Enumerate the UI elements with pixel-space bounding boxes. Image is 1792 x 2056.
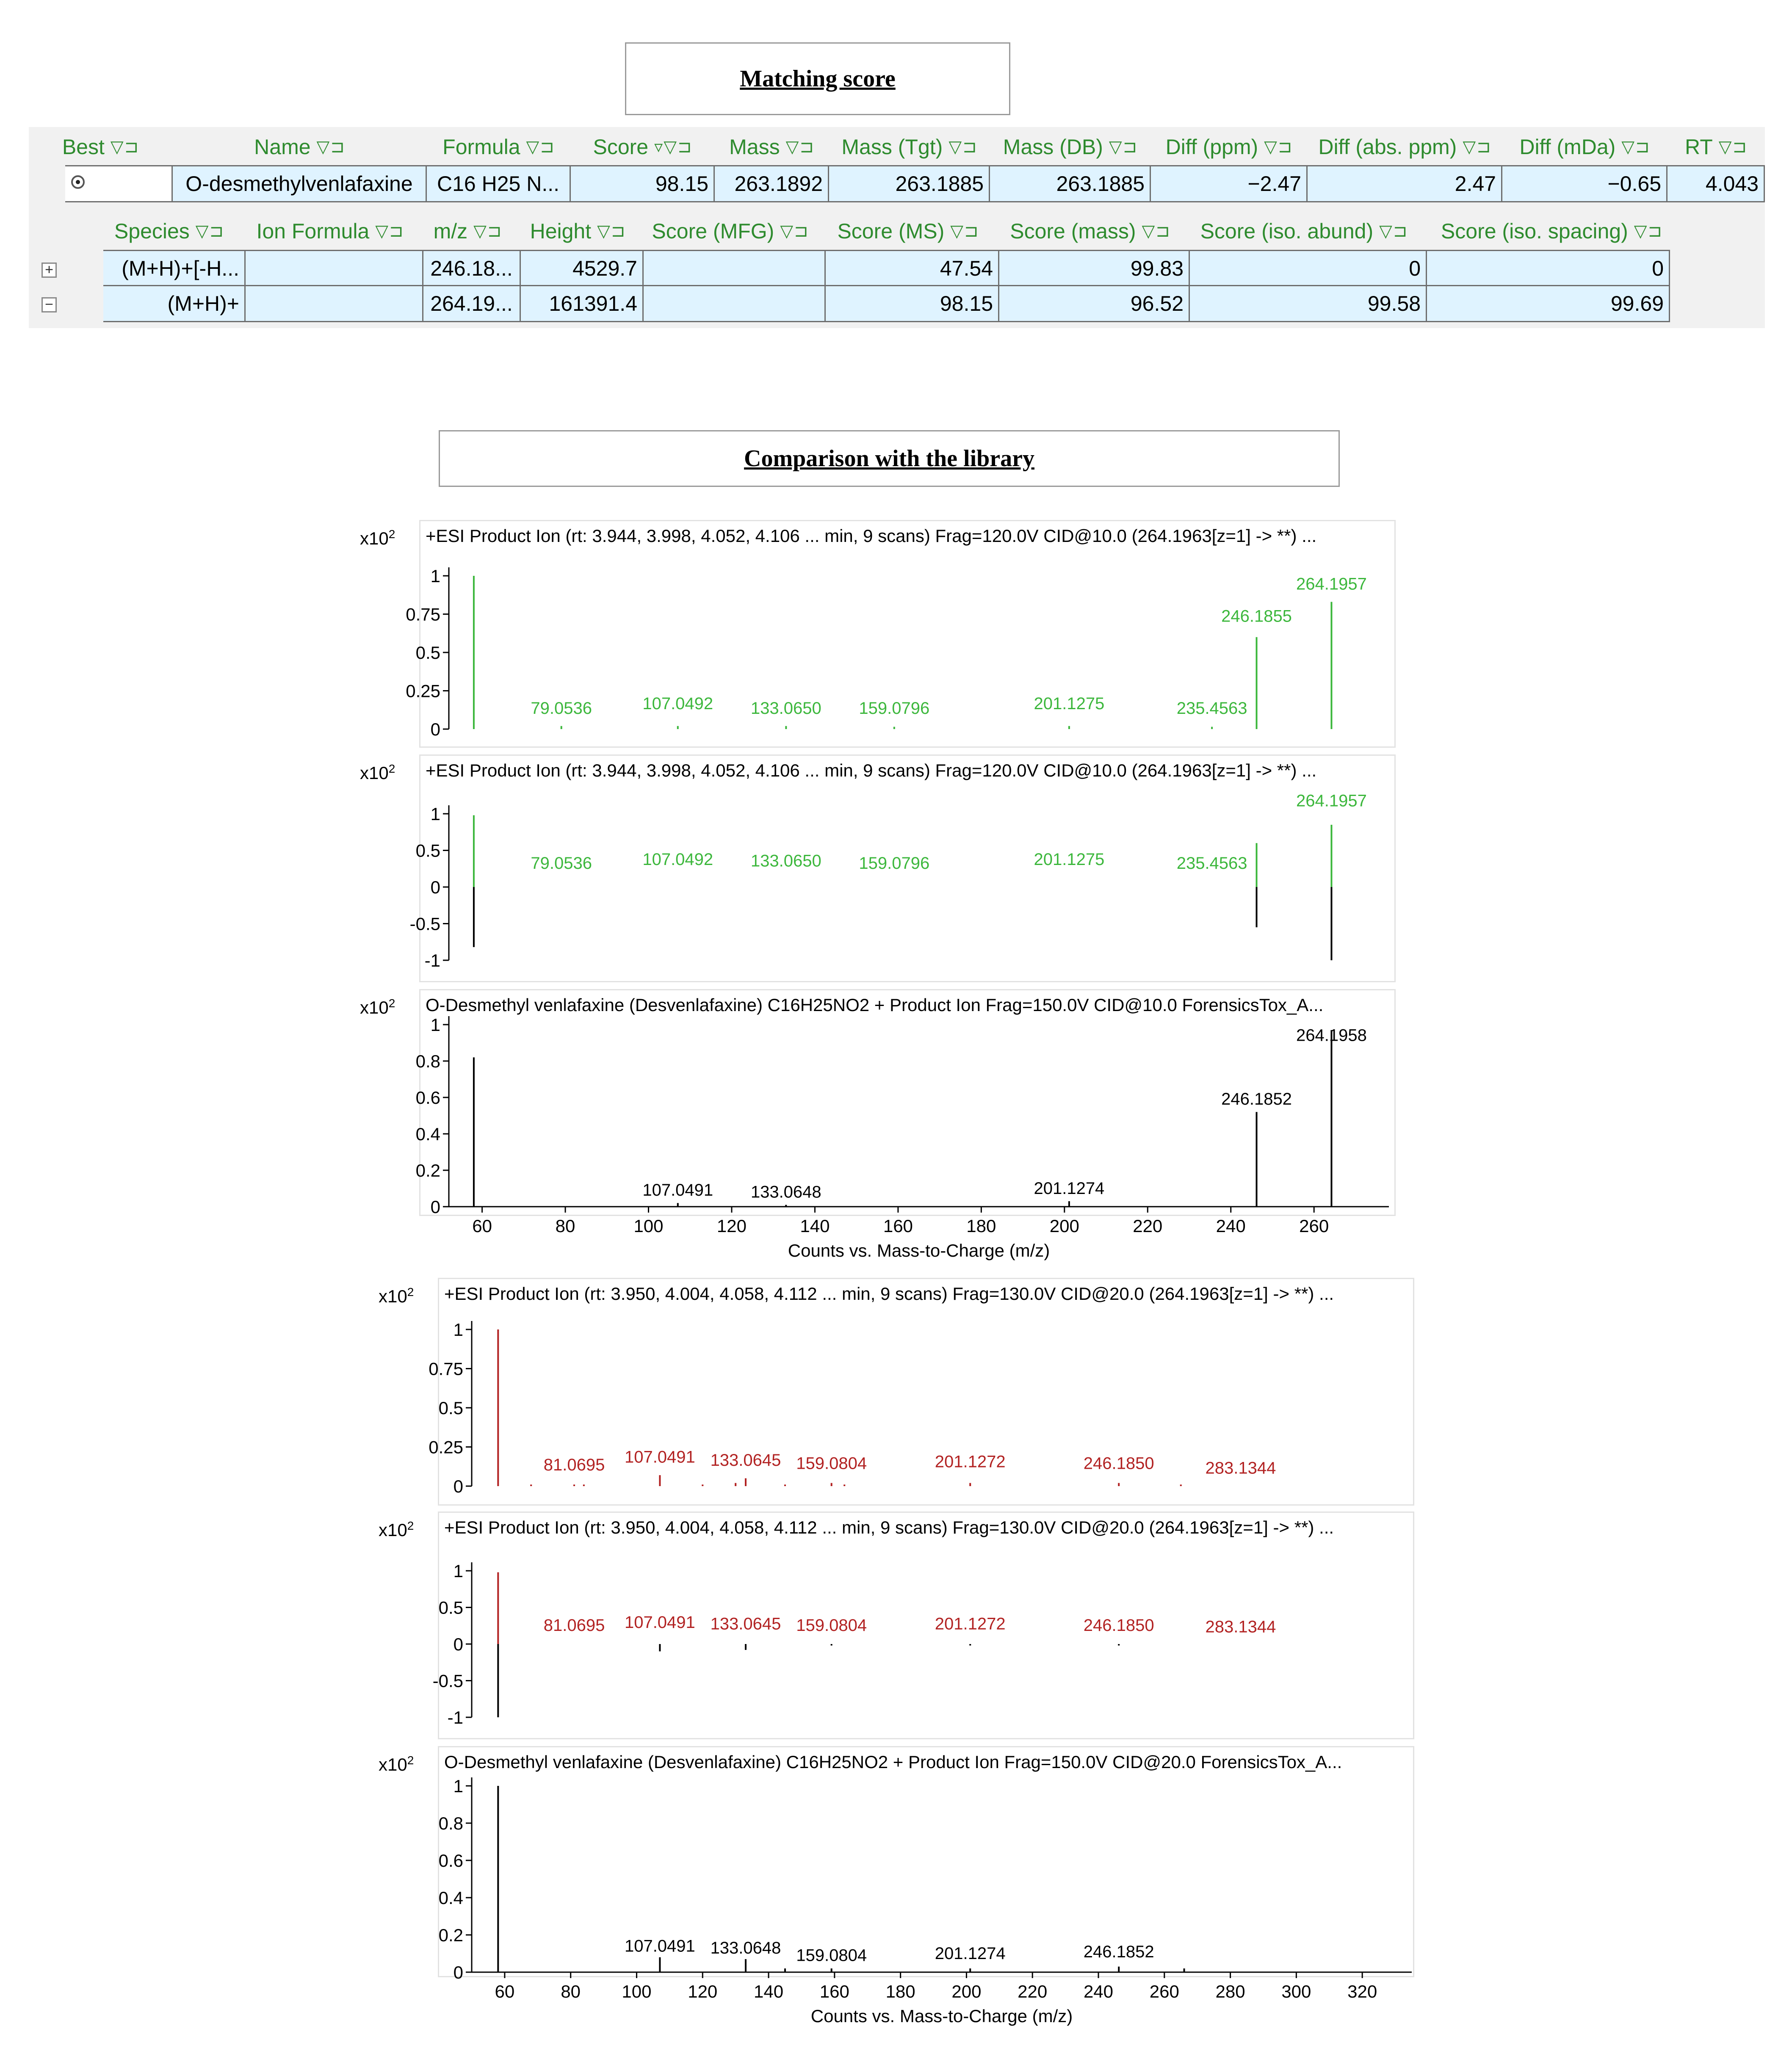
peak-label: 201.1272 (935, 1614, 1006, 1633)
y-tick-label: 1 (453, 1561, 463, 1581)
spectrum-plot (364, 542, 1397, 742)
y-tick-label: 0.4 (415, 1124, 440, 1144)
y-tick-label: 0.25 (429, 1437, 463, 1457)
sort-desc-filter-pin-icon[interactable]: ▿▽⊐ (654, 138, 693, 156)
col-header-score-ms[interactable]: Score (MS) ▽⊐ (837, 219, 979, 243)
peak-label: 283.1344 (1205, 1617, 1276, 1636)
y-tick-label: -0.5 (432, 1671, 463, 1691)
score-ms-cell: 98.15 (826, 286, 999, 321)
filter-pin-icon[interactable]: ▽⊐ (780, 222, 809, 240)
peak-label: 246.1852 (1083, 1942, 1154, 1961)
species-cell: (M+H)+ (103, 286, 246, 321)
y-tick-label: -0.5 (409, 914, 440, 934)
peak-label: 159.0796 (859, 699, 930, 718)
x-tick-label: 120 (716, 1216, 747, 1236)
col-header-score-mass[interactable]: Score (mass) ▽⊐ (1010, 219, 1171, 243)
filter-pin-icon[interactable]: ▽⊐ (110, 138, 140, 156)
spectrum-header: +ESI Product Ion (rt: 3.950, 4.004, 4.058, 4.112 ... min, 9 scans) Frag=130.0V CID@20.0 (264.1963[z=1] -> **) ... (444, 1284, 1334, 1304)
x-tick-label: 260 (1299, 1216, 1329, 1236)
peak-label: 159.0804 (796, 1946, 867, 1965)
y-tick-label: 0.2 (415, 1161, 440, 1180)
peak-label: 107.0492 (642, 694, 713, 713)
filter-pin-icon[interactable]: ▽⊐ (375, 222, 404, 240)
score-iso-spacing-cell: 99.69 (1427, 286, 1670, 321)
x-tick-label: 240 (1216, 1216, 1246, 1236)
main-table-header (29, 130, 1765, 164)
col-header-mass[interactable]: Mass ▽⊐ (729, 135, 815, 159)
score-iso-abund-cell: 0 (1190, 251, 1427, 286)
col-header-score-mfg[interactable]: Score (MFG) ▽⊐ (652, 219, 809, 243)
x-tick-label: 200 (951, 1981, 982, 2001)
x-axis-label: Counts vs. Mass-to-Charge (m/z) (810, 2006, 1073, 2026)
y-multiplier: $x10^2$ (360, 762, 395, 783)
x-tick-label: 300 (1281, 1981, 1311, 2001)
score-mfg-cell (644, 286, 826, 321)
diff-ppm-cell: −2.47 (1151, 166, 1308, 201)
table-row[interactable] (103, 285, 1670, 322)
peak-label: 107.0491 (624, 1613, 695, 1632)
peak-label: 79.0536 (531, 699, 592, 718)
y-tick-label: 0.2 (438, 1925, 463, 1945)
filter-pin-icon[interactable]: ▽⊐ (316, 138, 346, 156)
best-cell[interactable] (65, 166, 173, 201)
col-header-ion-formula[interactable]: Ion Formula ▽⊐ (256, 219, 404, 243)
peak-label: 107.0491 (624, 1937, 695, 1956)
mz-cell: 246.18... (423, 251, 521, 286)
spectrum-plot (364, 780, 1397, 973)
col-header-mass-tgt[interactable]: Mass (Tgt) ▽⊐ (841, 135, 978, 159)
matching-score-title (625, 42, 1010, 115)
species-cell: (M+H)+[-H... (103, 251, 246, 286)
col-header-best[interactable]: Best ▽⊐ (62, 135, 140, 159)
spectrum-plot (364, 991, 1397, 1270)
filter-pin-icon[interactable]: ▽⊐ (1621, 138, 1651, 156)
x-tick-label: 60 (495, 1981, 515, 2001)
mass-db-cell: 263.1885 (990, 166, 1151, 201)
peak-label: 159.0796 (859, 854, 930, 873)
peak-label: 264.1958 (1296, 1026, 1367, 1045)
y-tick-label: -1 (447, 1708, 463, 1727)
filter-pin-icon[interactable]: ▽⊐ (1718, 138, 1748, 156)
x-tick-label: 220 (1133, 1216, 1163, 1236)
filter-pin-icon[interactable]: ▽⊐ (1109, 138, 1138, 156)
x-tick-label: 180 (885, 1981, 915, 2001)
diff-mda-cell: −0.65 (1502, 166, 1668, 201)
x-tick-label: 120 (688, 1981, 718, 2001)
x-tick-label: 200 (1049, 1216, 1079, 1236)
peak-label: 133.0648 (750, 1183, 821, 1202)
peak-label: 201.1274 (1034, 1179, 1105, 1198)
height-cell: 161391.4 (521, 286, 644, 321)
x-tick-label: 180 (966, 1216, 996, 1236)
col-header-height[interactable]: Height ▽⊐ (530, 219, 626, 243)
y-tick-label: 0 (430, 877, 440, 897)
col-header-name[interactable]: Name ▽⊐ (254, 135, 346, 159)
y-tick-label: -1 (424, 951, 440, 970)
peak-label: 81.0695 (543, 1616, 605, 1635)
peak-label: 246.1852 (1221, 1090, 1292, 1109)
spectrum-plot (387, 1752, 1420, 2036)
filter-pin-icon[interactable]: ▽⊐ (785, 138, 815, 156)
x-tick-label: 100 (622, 1981, 652, 2001)
peak-label: 133.0650 (750, 699, 821, 718)
y-tick-label: 0 (453, 1634, 463, 1654)
col-header-score-iso-spacing[interactable]: Score (iso. spacing) ▽⊐ (1441, 219, 1663, 243)
sub-table-header (97, 214, 1681, 249)
matching-score-title-text: Matching score (740, 66, 896, 92)
collapse-row-button[interactable]: − (41, 297, 57, 312)
x-tick-label: 240 (1083, 1981, 1114, 2001)
peak-label: 79.0536 (531, 854, 592, 873)
spectrum-header: O-Desmethyl venlafaxine (Desvenlafaxine) C16H25NO2 + Product Ion Frag=150.0V CID@10.0 ForensicsTox_A... (426, 995, 1324, 1015)
y-tick-label: 0 (430, 1197, 440, 1217)
filter-pin-icon[interactable]: ▽⊐ (473, 222, 503, 240)
mass-cell: 263.1892 (715, 166, 829, 201)
peak-label: 159.0804 (796, 1454, 867, 1473)
x-axis-label: Counts vs. Mass-to-Charge (m/z) (788, 1241, 1050, 1260)
peak-label: 246.1855 (1221, 607, 1292, 626)
score-cell: 98.15 (571, 166, 715, 201)
x-tick-label: 160 (819, 1981, 849, 2001)
peak-label: 81.0695 (543, 1456, 605, 1474)
peak-label: 159.0804 (796, 1616, 867, 1635)
comparison-title-text: Comparison with the library (744, 445, 1034, 472)
peak-label: 201.1272 (935, 1452, 1006, 1471)
filter-pin-icon[interactable]: ▽⊐ (949, 138, 978, 156)
y-multiplier: $x10^2$ (379, 1519, 414, 1540)
col-header-formula[interactable]: Formula ▽⊐ (442, 135, 555, 159)
col-header-score-iso-abund[interactable]: Score (iso. abund) ▽⊐ (1200, 219, 1408, 243)
filter-pin-icon[interactable]: ▽⊐ (526, 138, 555, 156)
comparison-title (439, 430, 1340, 487)
spectrum-plot (387, 1296, 1420, 1499)
y-tick-label: 0.25 (406, 681, 440, 701)
col-header-mz[interactable]: m/z ▽⊐ (433, 219, 503, 243)
y-tick-label: 1 (430, 1015, 440, 1035)
peak-label: 246.1850 (1083, 1454, 1154, 1473)
col-header-diff-mda[interactable]: Diff (mDa) ▽⊐ (1519, 135, 1651, 159)
filter-pin-icon[interactable]: ▽⊐ (1463, 138, 1492, 156)
peak-label: 107.0492 (642, 850, 713, 869)
y-tick-label: 0.6 (415, 1088, 440, 1108)
formula-cell: C16 H25 N... (427, 166, 571, 201)
y-tick-label: 0.75 (406, 604, 440, 625)
y-tick-label: 0.5 (438, 1597, 463, 1618)
y-tick-label: 1 (453, 1776, 463, 1796)
expand-row-button[interactable]: + (41, 263, 57, 278)
x-tick-label: 60 (472, 1216, 492, 1236)
y-tick-label: 0.8 (438, 1813, 463, 1833)
y-tick-label: 1 (453, 1320, 463, 1340)
score-mfg-cell (644, 251, 826, 286)
peak-label: 201.1274 (935, 1944, 1006, 1963)
col-header-score[interactable]: Score ▿▽⊐ (593, 135, 693, 159)
peak-label: 283.1344 (1205, 1459, 1276, 1478)
x-tick-label: 260 (1149, 1981, 1179, 2001)
peak-label: 133.0650 (750, 851, 821, 870)
filter-pin-icon[interactable]: ▽⊐ (1142, 222, 1171, 240)
filter-pin-icon[interactable]: ▽⊐ (195, 222, 225, 240)
peak-label: 246.1850 (1083, 1616, 1154, 1635)
x-tick-label: 100 (633, 1216, 664, 1236)
filter-pin-icon[interactable]: ▽⊐ (1379, 222, 1408, 240)
x-tick-label: 220 (1018, 1981, 1048, 2001)
table-row[interactable] (103, 250, 1670, 287)
spectrum-plot (387, 1537, 1420, 1730)
col-header-species[interactable]: Species ▽⊐ (114, 219, 225, 243)
table-row[interactable] (65, 165, 1765, 202)
x-tick-label: 140 (800, 1216, 830, 1236)
score-iso-spacing-cell: 0 (1427, 251, 1670, 286)
rt-cell: 4.043 (1668, 166, 1765, 201)
y-tick-label: 0.5 (415, 643, 440, 663)
x-tick-label: 80 (555, 1216, 575, 1236)
ion-formula-cell (246, 251, 423, 286)
best-radio-button[interactable] (71, 175, 85, 189)
filter-pin-icon[interactable]: ▽⊐ (950, 222, 979, 240)
col-header-diff-ppm[interactable]: Diff (ppm) ▽⊐ (1165, 135, 1293, 159)
y-multiplier: $x10^2$ (360, 528, 395, 548)
y-tick-label: 0.75 (429, 1359, 463, 1379)
x-tick-label: 320 (1347, 1981, 1377, 2001)
y-tick-label: 0.5 (438, 1398, 463, 1418)
col-header-mass-db[interactable]: Mass (DB) ▽⊐ (1003, 135, 1138, 159)
y-tick-label: 0.4 (438, 1888, 463, 1908)
spectrum-header: +ESI Product Ion (rt: 3.944, 3.998, 4.052, 4.106 ... min, 9 scans) Frag=120.0V CID@10.0 (264.1963[z=1] -> **) ... (426, 526, 1317, 546)
peak-label: 107.0491 (624, 1448, 695, 1467)
score-mass-cell: 99.83 (999, 251, 1190, 286)
diff-abs-ppm-cell: 2.47 (1308, 166, 1502, 201)
col-header-rt[interactable]: RT ▽⊐ (1684, 135, 1748, 159)
score-iso-abund-cell: 99.58 (1190, 286, 1427, 321)
filter-pin-icon[interactable]: ▽⊐ (597, 222, 626, 240)
name-cell: O-desmethylvenlafaxine (173, 166, 427, 201)
y-multiplier: $x10^2$ (360, 997, 395, 1017)
peak-label: 201.1275 (1034, 694, 1105, 713)
spectrum-header: +ESI Product Ion (rt: 3.950, 4.004, 4.058, 4.112 ... min, 9 scans) Frag=130.0V CID@20.0 (264.1963[z=1] -> **) ... (444, 1517, 1334, 1537)
col-header-diff-abs-ppm[interactable]: Diff (abs. ppm) ▽⊐ (1318, 135, 1492, 159)
peak-label: 133.0645 (710, 1614, 781, 1633)
filter-pin-icon[interactable]: ▽⊐ (1634, 222, 1663, 240)
y-tick-label: 0.5 (415, 840, 440, 861)
peak-label: 264.1957 (1296, 575, 1367, 594)
filter-pin-icon[interactable]: ▽⊐ (1264, 138, 1293, 156)
y-tick-label: 0 (430, 719, 440, 739)
peak-label: 264.1957 (1296, 791, 1367, 810)
peak-label: 201.1275 (1034, 850, 1105, 869)
y-tick-label: 0.8 (415, 1051, 440, 1071)
peak-label: 133.0645 (710, 1451, 781, 1470)
height-cell: 4529.7 (521, 251, 644, 286)
y-tick-label: 0 (453, 1476, 463, 1496)
peak-label: 133.0648 (710, 1939, 781, 1957)
score-ms-cell: 47.54 (826, 251, 999, 286)
x-tick-label: 140 (754, 1981, 784, 2001)
y-multiplier: $x10^2$ (379, 1285, 414, 1306)
spectrum-header: O-Desmethyl venlafaxine (Desvenlafaxine) C16H25NO2 + Product Ion Frag=150.0V CID@20.0 ForensicsTox_A... (444, 1752, 1342, 1772)
y-tick-label: 0 (453, 1962, 463, 1982)
x-tick-label: 80 (561, 1981, 581, 2001)
x-tick-label: 160 (883, 1216, 913, 1236)
peak-label: 107.0491 (642, 1181, 713, 1200)
peak-label: 235.4563 (1176, 699, 1247, 718)
y-multiplier: $x10^2$ (379, 1754, 414, 1774)
y-tick-label: 0.6 (438, 1851, 463, 1871)
mass-tgt-cell: 263.1885 (829, 166, 990, 201)
mz-cell: 264.19... (423, 286, 521, 321)
y-tick-label: 1 (430, 566, 440, 586)
ion-formula-cell (246, 286, 423, 321)
peak-label: 235.4563 (1176, 854, 1247, 873)
x-tick-label: 280 (1215, 1981, 1245, 2001)
spectrum-header: +ESI Product Ion (rt: 3.944, 3.998, 4.052, 4.106 ... min, 9 scans) Frag=120.0V CID@10.0 (264.1963[z=1] -> **) ... (426, 760, 1317, 780)
y-tick-label: 1 (430, 804, 440, 824)
score-mass-cell: 96.52 (999, 286, 1190, 321)
